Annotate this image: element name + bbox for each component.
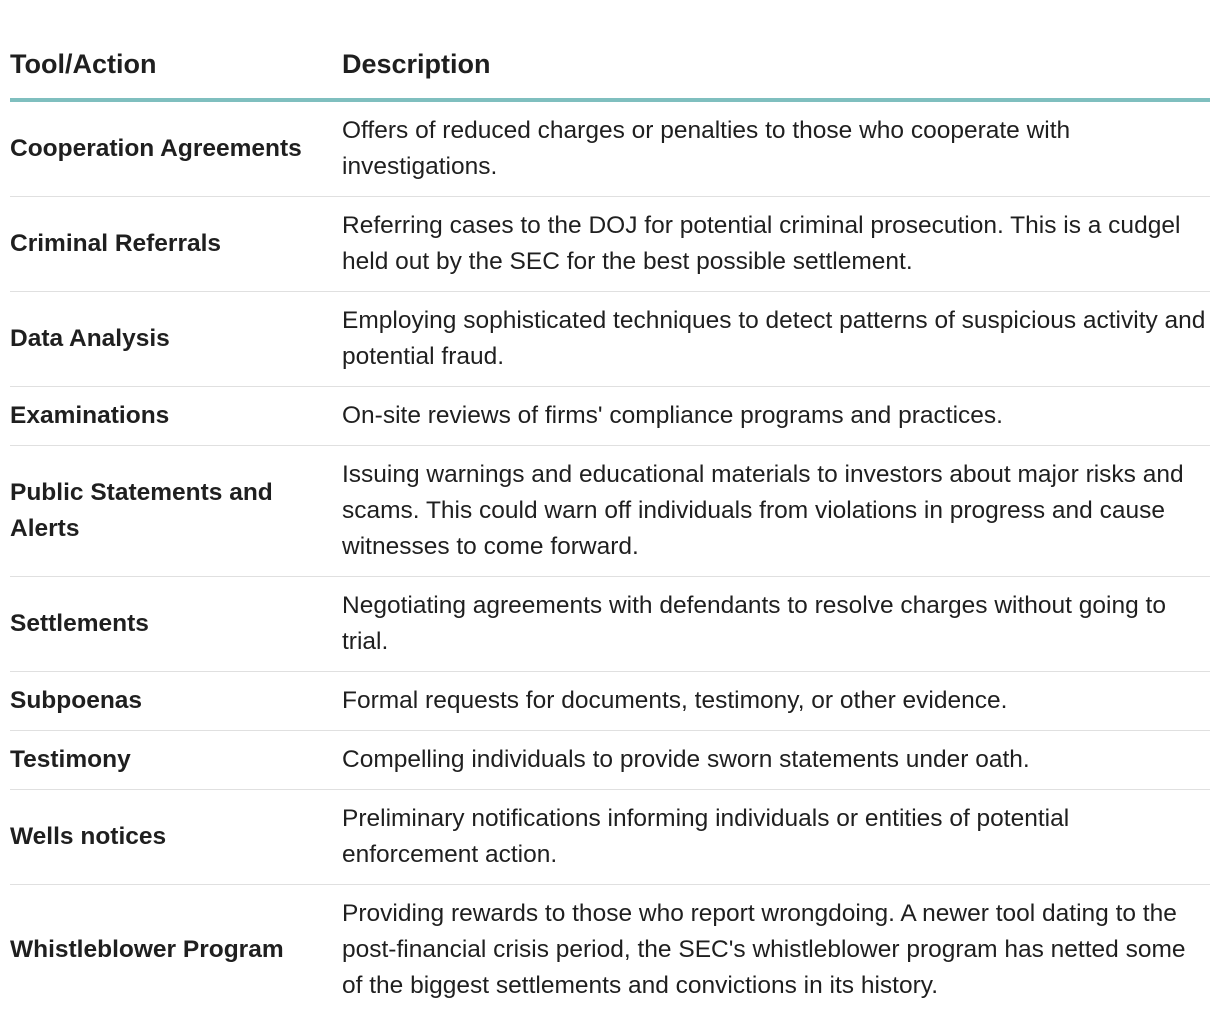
- enforcement-tools-table: [10, 0, 1210, 1015]
- table-row: [10, 100, 1210, 197]
- description-cell: Preliminary notifications informing individuals or entities of potential enforcement action.: [342, 790, 1210, 885]
- tool-cell: Criminal Referrals: [10, 197, 342, 292]
- tool-cell: Wells notices: [10, 790, 342, 885]
- table-row: [10, 672, 1210, 731]
- tool-cell: Data Analysis: [10, 292, 342, 387]
- description-cell: Referring cases to the DOJ for potential criminal prosecution. This is a cudgel held out by the SEC for the best possible settlement.: [342, 197, 1210, 292]
- tool-cell: Whistleblower Program: [10, 936, 284, 963]
- table-row: [10, 790, 1210, 885]
- description-cell: Offers of reduced charges or penalties to those who cooperate with investigations.: [342, 100, 1210, 197]
- tool-cell: Settlements: [10, 577, 342, 672]
- header-description: Description: [342, 0, 1210, 100]
- tool-cell: Testimony: [10, 731, 342, 790]
- description-cell: Compelling individuals to provide sworn statements under oath.: [342, 731, 1210, 790]
- description-cell: Employing sophisticated techniques to detect patterns of suspicious activity and potential fraud.: [342, 292, 1210, 387]
- description-cell: On-site reviews of firms' compliance programs and practices.: [342, 387, 1210, 446]
- description-cell: Providing rewards to those who report wrongdoing. A newer tool dating to the post-financial crisis period, the SEC's whistleblower program has netted some of the biggest settlements and convictions in its history.: [342, 900, 1186, 999]
- enforcement-tools-table-container: [10, 0, 1210, 1015]
- description-cell: Negotiating agreements with defendants to resolve charges without going to trial.: [342, 577, 1210, 672]
- table-body: [10, 100, 1210, 1015]
- description-cell: Formal requests for documents, testimony, or other evidence.: [342, 672, 1210, 731]
- description-cell: Issuing warnings and educational materials to investors about major risks and scams. This could warn off individuals from violations in progress and cause witnesses to come forward.: [342, 446, 1210, 577]
- table-header: [10, 0, 1210, 100]
- table-row: [10, 197, 1210, 292]
- table-row: [10, 446, 1210, 577]
- header-tool-action: Tool/Action: [10, 0, 342, 100]
- table-row: [10, 885, 1210, 1016]
- tool-cell: Public Statements and Alerts: [10, 446, 342, 577]
- tool-cell: Examinations: [10, 387, 342, 446]
- table-row: [10, 731, 1210, 790]
- header-row: [10, 0, 1210, 100]
- table-row: [10, 577, 1210, 672]
- table-row: [10, 292, 1210, 387]
- tool-cell: Subpoenas: [10, 672, 342, 731]
- table-row: [10, 387, 1210, 446]
- tool-cell: Cooperation Agreements: [10, 100, 342, 197]
